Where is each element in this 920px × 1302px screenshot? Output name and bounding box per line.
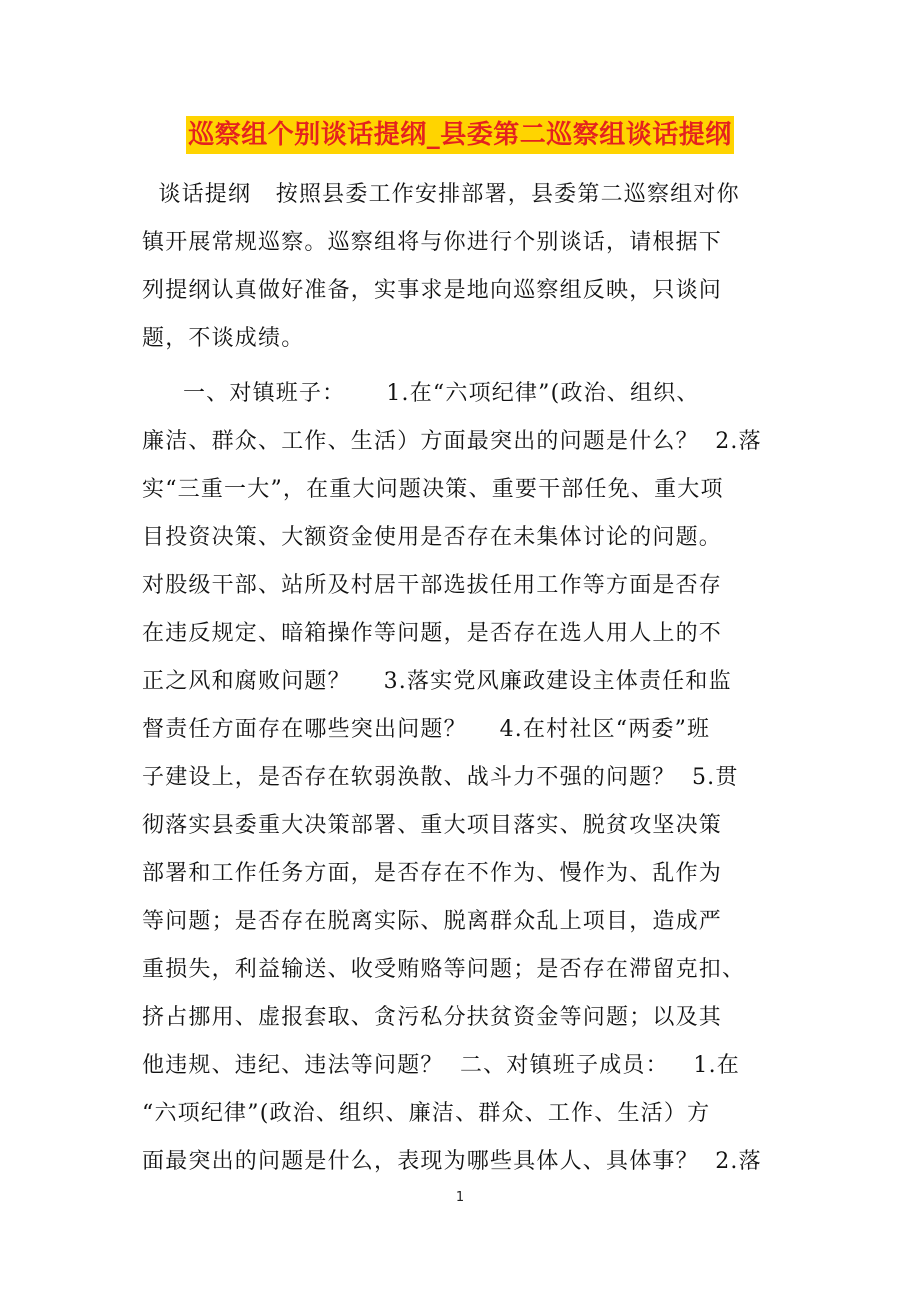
body-line: 子建设上，是否存在软弱涣散、战斗力不强的问题？ 5.贯: [142, 765, 739, 790]
body-line: 重损失，利益输送、收受贿赂等问题；是否存在滞留克扣、: [142, 957, 746, 982]
body-line: 实“三重一大”，在重大问题决策、重要干部任免、重大项: [142, 477, 724, 502]
body-line: 彻落实县委重大决策部署、重大项目落实、脱贫攻坚决策: [142, 813, 723, 838]
body-line: 等问题；是否存在脱离实际、脱离群众乱上项目，造成严: [142, 909, 723, 934]
body-line: 镇开展常规巡察。巡察组将与你进行个别谈话，请根据下: [142, 230, 723, 255]
document-title: 巡察组个别谈话提纲_县委第二巡察组谈话提纲: [186, 116, 734, 154]
body-line: 在违反规定、暗箱操作等问题，是否存在选人用人上的不: [142, 621, 723, 646]
body-line: “六项纪律”(政治、组织、廉洁、群众、工作、生活）方: [142, 1101, 711, 1126]
document-title-wrapper: [0, 116, 920, 154]
body-line: 一、对镇班子： 1.在“六项纪律”(政治、组织、: [142, 381, 700, 406]
body-line: 他违规、违纪、违法等问题？ 二、对镇班子成员： 1.在: [142, 1053, 740, 1078]
body-line: 廉洁、群众、工作、生活）方面最突出的问题是什么？ 2.落: [142, 429, 762, 454]
body-line: 题，不谈成绩。: [142, 326, 305, 351]
body-line: 谈话提纲 按照县委工作安排部署，县委第二巡察组对你: [142, 182, 740, 207]
body-line: 对股级干部、站所及村居干部选拔任用工作等方面是否存: [142, 573, 723, 598]
body-line: 督责任方面存在哪些突出问题？ 4.在村社区“两委”班: [142, 717, 711, 742]
body-line: 面最突出的问题是什么，表现为哪些具体人、具体事？ 2.落: [142, 1149, 762, 1174]
body-line: 挤占挪用、虚报套取、贪污私分扶贫资金等问题；以及其: [142, 1005, 723, 1030]
body-line: 列提纲认真做好准备，实事求是地向巡察组反映，只谈问: [142, 278, 723, 303]
body-line: 目投资决策、大额资金使用是否存在未集体讨论的问题。: [142, 525, 723, 550]
body-line: 部署和工作任务方面，是否存在不作为、慢作为、乱作为: [142, 861, 723, 886]
page-number: 1: [455, 1190, 465, 1205]
body-line: 正之风和腐败问题？ 3.落实党风廉政建设主体责任和监: [142, 669, 732, 694]
